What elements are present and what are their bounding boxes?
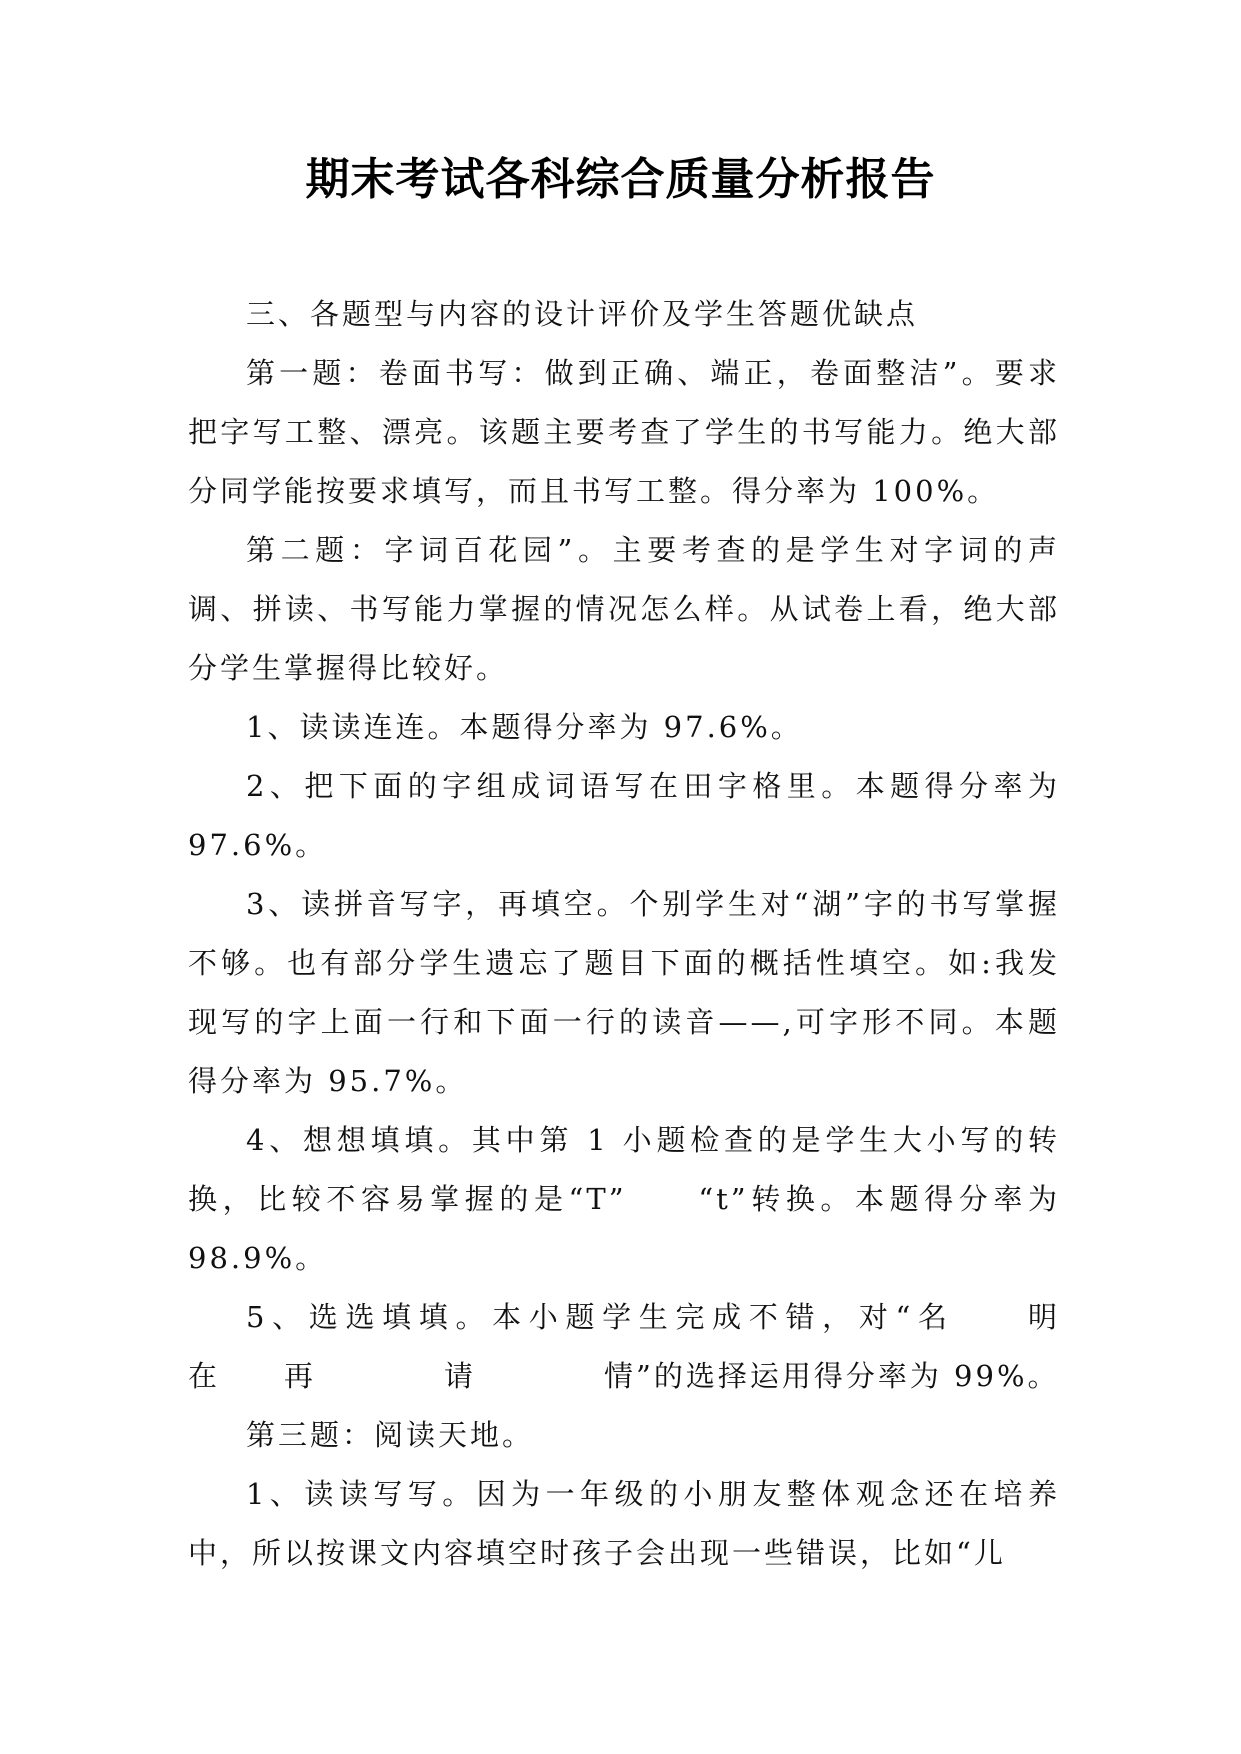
paragraph-question-2: 第二题：字词百花园”。主要考查的是学生对字词的声调、拼读、书写能力掌握的情况怎么样。从试卷上看，绝大部分学生掌握得比较好。 — [188, 533, 1060, 685]
paragraph-item-2: 2、把下面的字组成词语写在田字格里。本题得分率为 97.6%。 — [188, 769, 1073, 862]
paragraph-section-heading: 三、各题型与内容的设计评价及学生答题优缺点 — [246, 297, 919, 331]
document-title: 期末考试各科综合质量分析报告 — [305, 154, 936, 205]
paragraph-question-3: 第三题：阅读天地。 — [246, 1418, 535, 1452]
paragraph-item-3: 3、读拼音写字，再填空。个别学生对“湖”字的书写掌握不够。也有部分学生遗忘了题目下面的概括性填空。如:我发现写的字上面一行和下面一行的读音——,可字形不同。本题得分率为 95.7%。 — [188, 887, 1060, 1098]
paragraph-question-1: 第一题：卷面书写：做到正确、端正，卷面整洁”。要求把字写工整、漂亮。该题主要考查了学生的书写能力。绝大部分同学能按要求填写，而且书写工整。得分率为 100%。 — [188, 356, 1060, 508]
document-body — [188, 285, 1157, 1583]
paragraph-item-1: 1、读读连连。本题得分率为 97.6%。 — [246, 710, 803, 744]
paragraph-item-4: 4、想想填填。其中第 1 小题检查的是学生大小写的转换，比较不容易掌握的是“T” “t”转换。本题得分率为 98.9%。 — [188, 1123, 1073, 1275]
paragraph-reading-item-1: 1、读读写写。因为一年级的小朋友整体观念还在培养中，所以按课文内容填空时孩子会出现一些错误，比如“儿 — [188, 1477, 1060, 1570]
paragraph-item-5: 5、选选填填。本小题学生完成不错，对“名 明 在 再 请 情”的选择运用得分率为 99%。 — [188, 1300, 1157, 1393]
